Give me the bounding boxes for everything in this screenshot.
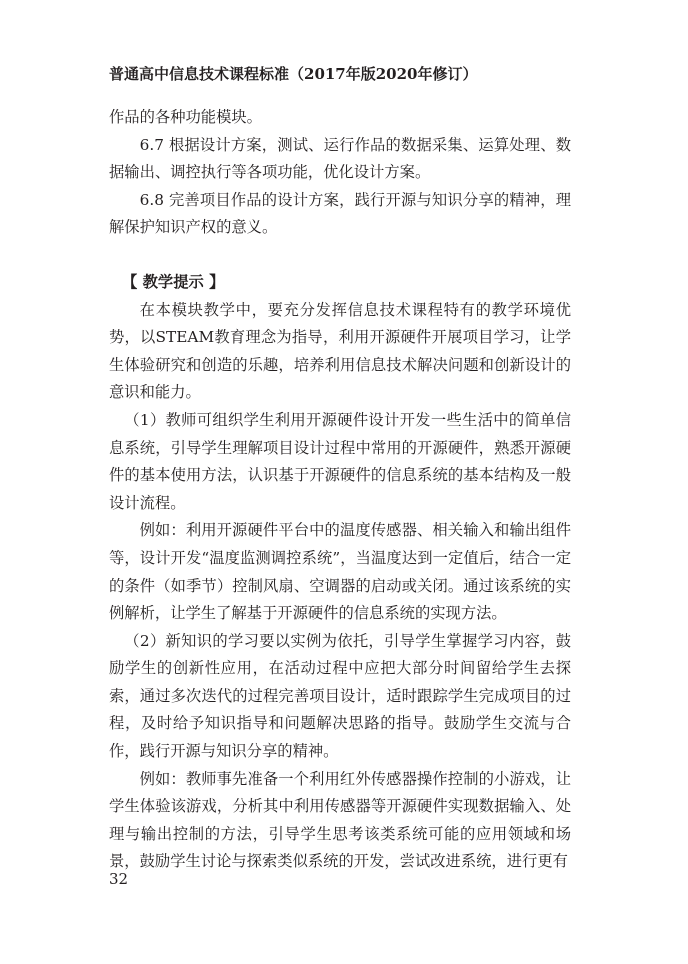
paragraph-continuation: 作品的各种功能模块。 [109, 108, 262, 126]
page-number: 32 [109, 870, 129, 888]
running-header: 普通高中信息技术课程标准（2017年版2020年修订） [109, 65, 478, 83]
paragraph-item-2: （2）新知识的学习要以实例为依托，引导学生掌握学习内容，鼓励学生的创新性应用，在活动过程中应把大部分时间留给学生去探索，通过多次迭代的过程完善项目设计，适时跟踪学生完成项目的过程，及时给予知识指导和问题解决思路的指导。鼓励学生交流与合作，践行开源与知识分享的精神。 [109, 631, 571, 761]
paragraph-item-1: （1）教师可组织学生利用开源硬件设计开发一些生活中的简单信息系统，引导学生理解项目设计过程中常用的开源硬件，熟悉开源硬件的基本使用方法，认识基于开源硬件的信息系统的基本结构及一般设计流程。 [109, 410, 571, 512]
paragraph-intro: 在本模块教学中，要充分发挥信息技术课程特有的教学环境优势，以STEAM教育理念为指导，利用开源硬件开展项目学习，让学生体验研究和创造的乐趣，培养利用信息技术解决问题和创新设计的意识和能力。 [109, 300, 571, 402]
paragraph-6-8: 6.8 完善项目作品的设计方案，践行开源与知识分享的精神，理解保护知识产权的意义。 [109, 190, 571, 237]
paragraph-6-7: 6.7 根据设计方案，测试、运行作品的数据采集、运算处理、数据输出、调控执行等各项功能，优化设计方案。 [109, 135, 571, 182]
paragraph-example-2: 例如：教师事先准备一个利用红外传感器操作控制的小游戏，让学生体验该游戏，分析其中利用传感器等开源硬件实现数据输入、处理与输出控制的方法，引导学生思考该类系统可能的应用领域和场景，鼓励学生讨论与探索类似系统的开发，尝试改进系统，进行更有 [109, 769, 571, 871]
paragraph-example-1: 例如：利用开源硬件平台中的温度传感器、相关输入和输出组件等，设计开发“温度监测调控系统”，当温度达到一定值后，结合一定的条件（如季节）控制风扇、空调器的启动或关闭。通过该系统的实例解析，让学生了解基于开源硬件的信息系统的实现方法。 [109, 521, 571, 623]
body-text [109, 104, 571, 876]
section-heading: 【 教学提示 】 [122, 272, 225, 291]
